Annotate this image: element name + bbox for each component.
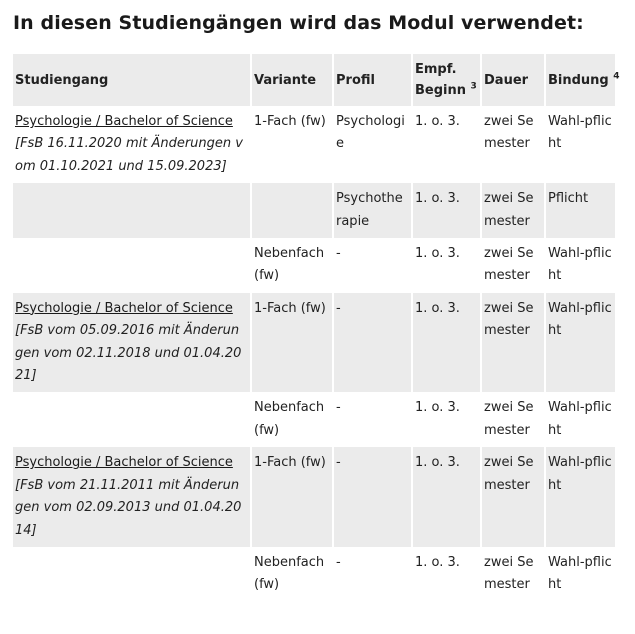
cell-studiengang xyxy=(13,392,251,447)
table-row xyxy=(13,106,615,183)
cell-beginn: 1. o. 3. xyxy=(412,447,481,547)
footnote-3: 3 xyxy=(470,81,477,92)
cell-studiengang xyxy=(13,106,251,183)
table-row xyxy=(13,183,615,238)
study-programs-table xyxy=(13,54,620,602)
cell-dauer: zwei Semester xyxy=(481,106,545,183)
cell-dauer: zwei Semester xyxy=(481,392,545,447)
page-title: In diesen Studiengängen wird das Modul verwendet: xyxy=(13,12,584,34)
cell-studiengang xyxy=(13,293,251,393)
cell-beginn: 1. o. 3. xyxy=(412,106,481,183)
cell-dauer: zwei Semester xyxy=(481,183,545,238)
cell-variante: Nebenfach (fw) xyxy=(251,392,333,447)
cell-bindung: Wahl-pflicht xyxy=(545,293,615,393)
footnote-4: 4 xyxy=(613,71,620,82)
cell-variante: Nebenfach (fw) xyxy=(251,547,333,602)
column-header-studiengang: Studiengang xyxy=(13,54,251,106)
study-program-link[interactable]: Psychologie / Bachelor of Science xyxy=(15,114,233,129)
column-header-bindung: Bindung $^4$ xyxy=(545,54,615,106)
cell-studiengang xyxy=(13,183,251,238)
cell-beginn: 1. o. 3. xyxy=(412,392,481,447)
table-header-row xyxy=(13,54,615,106)
column-header-profil: Profil xyxy=(333,54,412,106)
study-program-link[interactable]: Psychologie / Bachelor of Science xyxy=(15,300,233,316)
column-header-dauer: Dauer xyxy=(481,54,545,106)
cell-bindung: Wahl-pflicht xyxy=(545,392,615,447)
cell-variante: 1-Fach (fw) xyxy=(251,293,333,393)
cell-bindung: Wahl-pflicht xyxy=(545,447,615,547)
table-row xyxy=(13,547,615,602)
cell-variante: Nebenfach (fw) xyxy=(251,238,333,293)
cell-bindung: Wahl-pflicht xyxy=(545,106,615,183)
table-row xyxy=(13,447,615,547)
cell-studiengang xyxy=(13,447,251,547)
cell-beginn: 1. o. 3. xyxy=(412,293,481,393)
cell-studiengang xyxy=(13,238,251,293)
column-header-empf-beginn: Empf. Beginn $^3$ xyxy=(412,54,481,106)
cell-profil: - xyxy=(333,447,412,547)
fsb-note: [FsB vom 21.11.2011 mit Änderungen vom 02.09.2013 und 01.04.2014] xyxy=(15,477,242,538)
cell-variante xyxy=(251,183,333,238)
cell-studiengang xyxy=(13,547,251,602)
fsb-note: [FsB 16.11.2020 mit Änderungen vom 01.10.2021 und 15.09.2023] xyxy=(15,136,243,174)
cell-dauer: zwei Semester xyxy=(481,547,545,602)
cell-profil: - xyxy=(333,293,412,393)
table-row xyxy=(13,293,615,393)
cell-beginn: 1. o. 3. xyxy=(412,183,481,238)
cell-dauer: zwei Semester xyxy=(481,293,545,393)
fsb-note: [FsB vom 05.09.2016 mit Änderungen vom 02.11.2018 und 01.04.2021] xyxy=(15,323,242,384)
cell-bindung: Wahl-pflicht xyxy=(545,547,615,602)
cell-profil: Psychotherapie xyxy=(333,183,412,238)
study-program-link[interactable]: Psychologie / Bachelor of Science xyxy=(15,455,233,471)
cell-profil: - xyxy=(333,547,412,602)
cell-profil: - xyxy=(333,392,412,447)
cell-beginn: 1. o. 3. xyxy=(412,547,481,602)
table-row xyxy=(13,392,615,447)
cell-variante: 1-Fach (fw) xyxy=(251,447,333,547)
cell-profil: - xyxy=(333,238,412,293)
table-row xyxy=(13,238,615,293)
cell-beginn: 1. o. 3. xyxy=(412,238,481,293)
cell-dauer: zwei Semester xyxy=(481,238,545,293)
cell-bindung: Pflicht xyxy=(545,183,615,238)
cell-bindung: Wahl-pflicht xyxy=(545,238,615,293)
column-header-variante: Variante xyxy=(251,54,333,106)
cell-dauer: zwei Semester xyxy=(481,447,545,547)
cell-profil: Psychologie xyxy=(333,106,412,183)
cell-variante: 1-Fach (fw) xyxy=(251,106,333,183)
